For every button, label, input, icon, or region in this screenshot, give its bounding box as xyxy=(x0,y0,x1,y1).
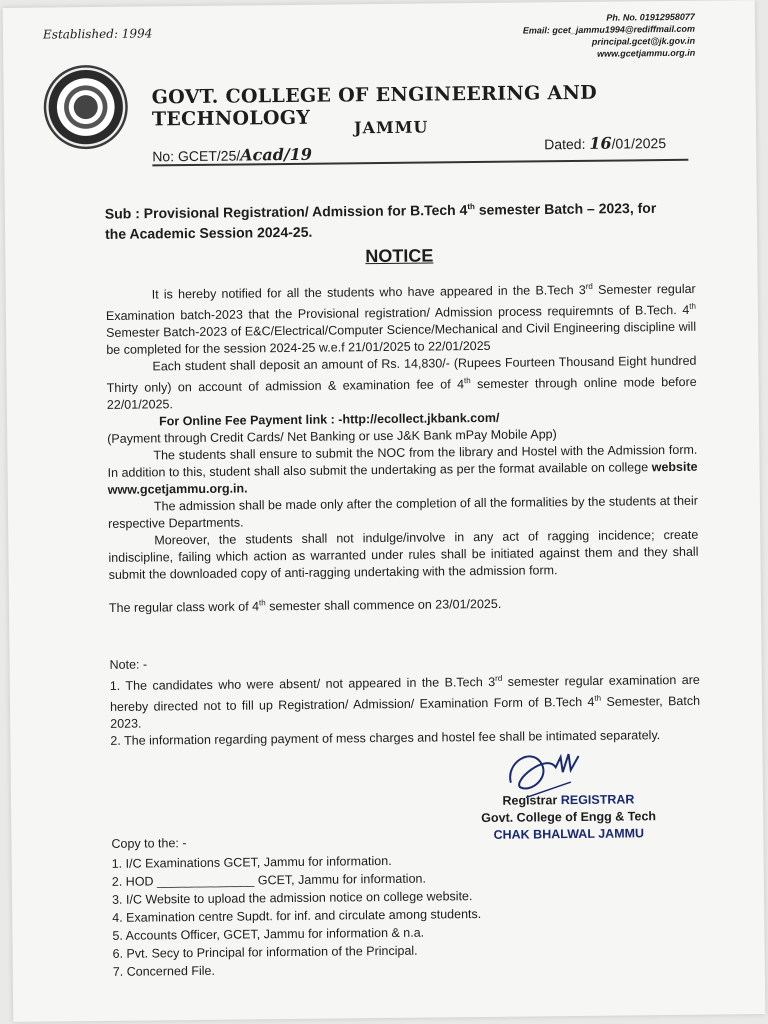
copy-to-list xyxy=(112,851,482,981)
registrar-college: Govt. College of Engg & Tech xyxy=(481,809,657,825)
copy-to-label: Copy to the: - xyxy=(111,836,187,851)
email-address: Email: gcet_jammu1994@rediffmail.com xyxy=(522,23,696,36)
registrar-location: CHAK BHALWAL JAMMU xyxy=(493,826,645,842)
college-city: JAMMU xyxy=(353,117,429,138)
principal-email: principal.gcet@jk.gov.in xyxy=(591,35,696,47)
college-website-link[interactable]: website www.gcetjammu.org.in. xyxy=(107,460,698,498)
college-seal-logo xyxy=(43,65,128,150)
note-item-2: 2. The information regarding payment of mess charges and hostel fee shall be intimated separately. xyxy=(110,728,661,749)
phone-number: Ph. No. 01912958077 xyxy=(606,11,695,23)
copy-to-item: 7. Concerned File. xyxy=(112,963,216,979)
paragraph-fee-deposit: Each student shall deposit an amount of Rs. 14,830/- (Rupees Fourteen Thousand Eight hundred Thirty only) on account of admission & examination fee of 4th semester through online mode before 22/01/2025. xyxy=(106,354,697,413)
seal-emblem-icon xyxy=(74,95,98,119)
notes-section xyxy=(110,651,701,750)
paragraph-registration-period: It is hereby notified for all the students who have appeared in the B.Tech 3rd Semester regular Examination batch-2023 that the Provisional registration/ Admission process requiremnts of B.Tech. 4th Semester Batch-2023 of E&C/Electrical/Computer Science/Mechanical and Civil Engineering discipline will be completed for the session 2024-25 w.e.f 21/01/2025 to 22/01/2025 xyxy=(105,281,697,358)
notice-date: Dated: 16/01/2025 xyxy=(544,133,667,153)
notice-title: NOTICE xyxy=(365,245,434,267)
online-payment-link[interactable]: For Online Fee Payment link : -http://ecollect.jkbank.com/ xyxy=(158,411,500,429)
handwritten-day: 16 xyxy=(589,133,612,153)
contact-block xyxy=(523,11,696,61)
website-address: www.gcetjammu.org.in xyxy=(596,47,696,59)
college-name: GOVT. COLLEGE OF ENGINEERING AND TECHNOLOGY xyxy=(151,81,598,131)
copy-to-item: 3. I/C Website to upload the admission notice on college website. xyxy=(111,889,473,907)
handwritten-ref: Acad/19 xyxy=(240,144,313,165)
established-year: Established: 1994 xyxy=(42,26,153,42)
payment-methods: (Payment through Credit Cards/ Net Banking or use J&K Bank mPay Mobile App) xyxy=(107,427,557,447)
copy-to-item: 4. Examination centre Supdt. for inf. and circulate among students. xyxy=(112,907,482,925)
subject-line: Sub : Provisional Registration/ Admission for B.Tech 4th semester Batch – 2023, for the Academic Session 2024-25. xyxy=(104,199,657,242)
registrar-title: Registrar xyxy=(502,793,558,808)
reference-number: No: GCET/25/Acad/19 xyxy=(152,144,313,165)
copy-to-item: 5. Accounts Officer, GCET, Jammu for information & n.a. xyxy=(112,925,425,943)
note-item-1: 1. The candidates who were absent/ not appeared in the B.Tech 3rd semester regular examination are hereby directed not to fill up Registration/ Admission/ Examination Form of B.Tech 4th Semester, Batch 2023. xyxy=(109,672,701,732)
copy-to-item: 2. HOD ______________ GCET, Jammu for information. xyxy=(111,871,426,889)
notes-label: Note: - xyxy=(109,657,148,672)
copy-to-item: 1. I/C Examinations GCET, Jammu for information. xyxy=(111,853,392,871)
paragraph-formalities: The admission shall be made only after the completion of all the formalities by the students at their respective Departments. xyxy=(108,494,698,532)
paragraph-anti-ragging: Moreover, the students shall not indulge/involve in any act of ragging incidence; create indiscipline, failing which action as warranted under rules shall be initiated against them and they shall submit the downloaded copy of anti-ragging undertaking with the admission form. xyxy=(108,528,699,583)
notice-body xyxy=(106,277,699,618)
copy-to-section xyxy=(111,831,481,981)
paragraph-class-commence: The regular class work of 4th semester shall commence on 23/01/2025. xyxy=(108,597,502,616)
paragraph-noc: The students shall ensure to submit the NOC from the library and Hostel with the Admission form. In addition to this, student shall also submit the undertaking as per the format available on college website www.gcetjammu.org.in. xyxy=(107,443,698,498)
registrar-signature-block xyxy=(481,791,656,844)
copy-to-item: 6. Pvt. Secy to Principal for information of the Principal. xyxy=(112,943,418,961)
registrar-stamp: REGISTRAR xyxy=(560,792,635,808)
notice-sheet xyxy=(3,0,766,1022)
